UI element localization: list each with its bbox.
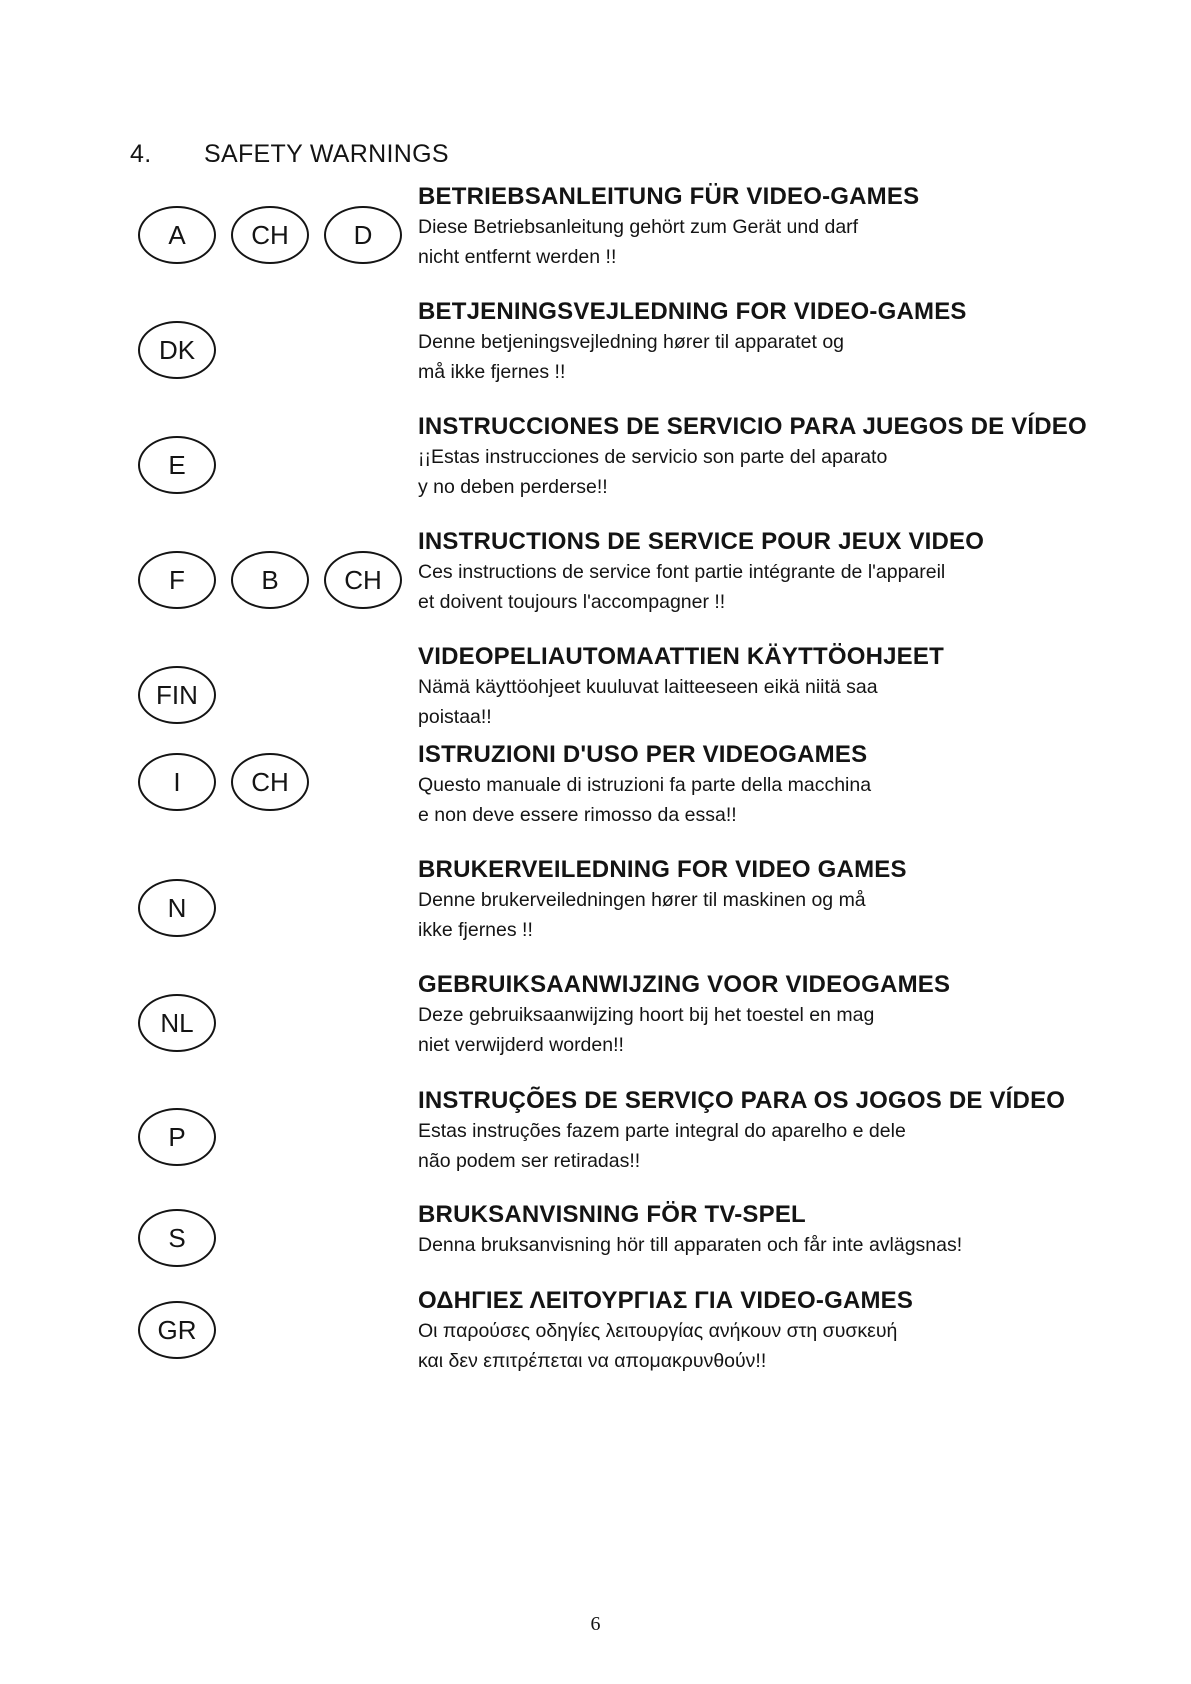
country-badge: D xyxy=(324,206,402,264)
warning-text-line: Denne betjeningsvejledning hører til apparatet og xyxy=(418,331,845,353)
warning-text-line: Nämä käyttöohjeet kuuluvat laitteeseen eikä niitä saa xyxy=(418,676,878,698)
country-badge: B xyxy=(231,551,309,609)
warning-section xyxy=(418,412,1118,502)
warning-text-line: Denna bruksanvisning hör till apparaten och får inte avlägsnas! xyxy=(418,1234,963,1256)
country-badge: CH xyxy=(231,206,309,264)
country-badge: DK xyxy=(138,321,216,379)
section-number: 4. xyxy=(130,140,152,168)
country-badge: NL xyxy=(138,994,216,1052)
warning-title: ΟΔΗΓΙΕΣ ΛΕΙΤΟΥΡΓΙΑΣ ΓΙΑ VIDEO-GAMES xyxy=(418,1287,914,1314)
warning-title: VIDEOPELIAUTOMAATTIEN KÄYTTÖOHJEET xyxy=(418,643,944,670)
warning-text-line: não podem ser retiradas!! xyxy=(418,1150,641,1172)
warning-title: ISTRUZIONI D'USO PER VIDEOGAMES xyxy=(418,741,868,768)
country-badge: E xyxy=(138,436,216,494)
warning-section xyxy=(418,855,1118,945)
warning-section xyxy=(418,642,1118,732)
country-badge: S xyxy=(138,1209,216,1267)
country-badge: FIN xyxy=(138,666,216,724)
section-heading xyxy=(130,140,449,169)
warning-title: GEBRUIKSAANWIJZING VOOR VIDEOGAMES xyxy=(418,971,951,998)
warning-section xyxy=(418,1200,1118,1260)
country-badge: GR xyxy=(138,1301,216,1359)
warning-text-line: niet verwijderd worden!! xyxy=(418,1034,624,1056)
warning-title: INSTRUÇÕES DE SERVIÇO PARA OS JOGOS DE VÍDEO xyxy=(418,1087,1066,1114)
warning-text-line: Estas instruções fazem parte integral do aparelho e dele xyxy=(418,1120,906,1142)
country-badge: F xyxy=(138,551,216,609)
warning-text-line: Diese Betriebsanleitung gehört zum Gerät und darf xyxy=(418,216,859,238)
warning-section xyxy=(418,1086,1118,1176)
warning-section xyxy=(418,297,1118,387)
country-badge: I xyxy=(138,753,216,811)
warning-title: BRUKSANVISNING FÖR TV-SPEL xyxy=(418,1201,806,1228)
warning-text-line: y no deben perderse!! xyxy=(418,476,608,498)
country-badge: CH xyxy=(231,753,309,811)
warning-title: INSTRUCTIONS DE SERVICE POUR JEUX VIDEO xyxy=(418,528,985,555)
country-badge: A xyxy=(138,206,216,264)
warning-section xyxy=(418,970,1118,1060)
warning-text-line: Denne brukerveiledningen hører til maskinen og må xyxy=(418,889,866,911)
warning-text-line: e non deve essere rimosso da essa!! xyxy=(418,804,737,826)
page-number: 6 xyxy=(590,1613,601,1635)
warning-title: BRUKERVEILEDNING FOR VIDEO GAMES xyxy=(418,856,907,883)
warning-title: INSTRUCCIONES DE SERVICIO PARA JUEGOS DE VÍDEO xyxy=(418,413,1087,440)
warning-text-line: Οι παρούσες οδηγίες λειτουργίας ανήκουν στη συσκευή xyxy=(418,1320,898,1342)
country-badge: CH xyxy=(324,551,402,609)
warning-title: BETJENINGSVEJLEDNING FOR VIDEO-GAMES xyxy=(418,298,967,325)
warning-text-line: ikke fjernes !! xyxy=(418,919,533,941)
warning-text-line: ¡¡Estas instrucciones de servicio son parte del aparato xyxy=(418,446,888,468)
warning-text-line: poistaa!! xyxy=(418,706,492,728)
warning-section xyxy=(418,182,1118,272)
warning-text-line: nicht entfernt werden !! xyxy=(418,246,617,268)
warning-section xyxy=(418,1286,1118,1376)
warning-section xyxy=(418,740,1118,830)
country-badge: N xyxy=(138,879,216,937)
warning-title: BETRIEBSANLEITUNG FÜR VIDEO-GAMES xyxy=(418,183,920,210)
warning-text-line: Questo manuale di istruzioni fa parte della macchina xyxy=(418,774,872,796)
warning-section xyxy=(418,527,1118,617)
warning-text-line: και δεν επιτρέπεται να απομακρυνθούν!! xyxy=(418,1350,767,1372)
warning-text-line: et doivent toujours l'accompagner !! xyxy=(418,591,726,613)
section-title: SAFETY WARNINGS xyxy=(204,140,449,168)
warning-text-line: Ces instructions de service font partie intégrante de l'appareil xyxy=(418,561,946,583)
warning-text-line: må ikke fjernes !! xyxy=(418,361,566,383)
country-badge: P xyxy=(138,1108,216,1166)
warning-text-line: Deze gebruiksaanwijzing hoort bij het toestel en mag xyxy=(418,1004,875,1026)
